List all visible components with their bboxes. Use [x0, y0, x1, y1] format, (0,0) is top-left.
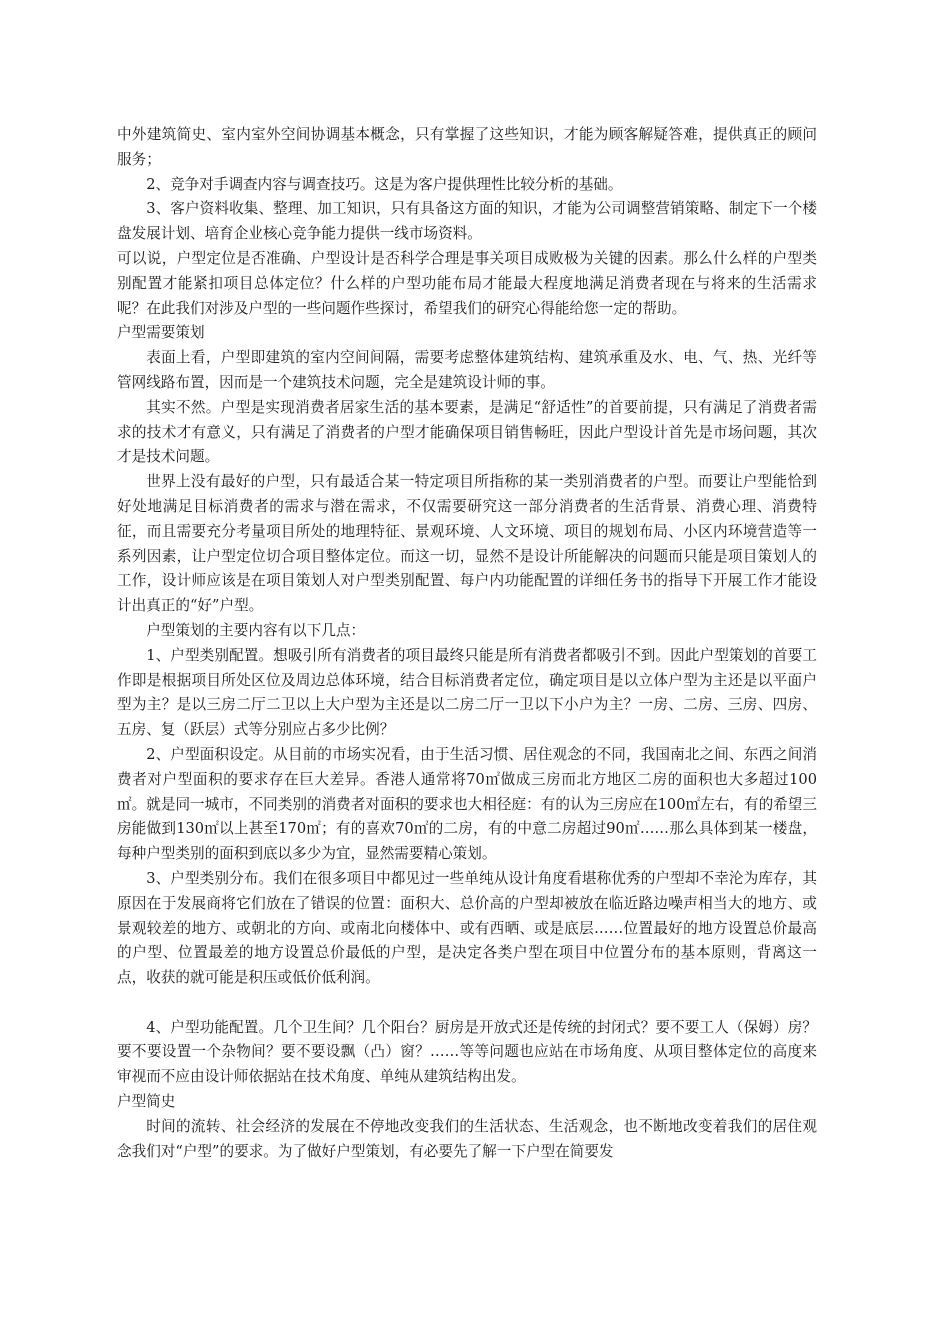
section-heading-history: 户型简史	[117, 1093, 176, 1111]
paragraph-type-distribution: 3、户型类别分布。我们在很多项目中都见过一些单纯从设计角度看堪称优秀的户型却不幸沦为库存，其原因在于发展商将它们放在了错误的位置：面积大、总价高的户型却被放在临近路边噪声相当大的地方、或景观较差的地方、或朝北的方向、或南北向楼体中、或有西晒、或是底层……位置最好的地方设置总价最高的户型、位置最差的地方设置总价最低的户型，是决定各类户型在项目中位置分布的基本原则，背离这一点，收获的就可能是积压或低价低利润。	[117, 869, 817, 987]
paragraph-customer-data: 3、客户资料收集、整理、加工知识，只有具备这方面的知识，才能为公司调整营销策略、制定下一个楼盘发展计划、培育企业核心竞争能力提供一线市场资料。	[117, 200, 817, 243]
paragraph-type-config: 1、户型类别配置。想吸引所有消费者的项目最终只能是所有消费者都吸引不到。因此户型策划的首要工作即是根据项目所处区位及周边总体环境，结合目标消费者定位，确定项目是以立体户型为主还是以平面户型为主？是以三房二厅二卫以上大户型为主还是以二房二厅一卫以下小户为主？一房、二房、三房、四房、五房、复（跃层）式等分别应占多少比例？	[117, 646, 817, 739]
paragraph-building-knowledge: 中外建筑简史、室内室外空间协调基本概念，只有掌握了这些知识，才能为顾客解疑答难，提供真正的顾问服务；	[117, 126, 817, 168]
section-heading-planning: 户型需要策划	[117, 324, 205, 342]
paragraph-market-issue: 其实不然。户型是实现消费者居家生活的基本要素，是满足“舒适性”的首要前提，只有满足了消费者需求的技术才有意义，只有满足了消费者的户型才能确保项目销售畅旺，因此户型设计首先是市场问题，其次才是技术问题。	[117, 398, 817, 466]
paragraph-best-fit: 世界上没有最好的户型，只有最适合某一特定项目所指称的某一类别消费者的户型。而要让户型能恰到好处地满足目标消费者的需求与潜在需求，不仅需要研究这一部分消费者的生活背景、消费心理、消费特征，而且需要充分考量项目所处的地理特征、景观环境、人文环境、项目的规划布局、小区内环境营造等一系列因素，让户型定位切合项目整体定位。而这一切，显然不是设计所能解决的问题而只能是项目策划人的工作，设计师应该是在项目策划人对户型类别配置、每户内功能配置的详细任务书的指导下开展工作才能设计出真正的“好”户型。	[117, 473, 817, 615]
paragraph-main-content: 户型策划的主要内容有以下几点：	[146, 621, 366, 639]
paragraph-intro: 可以说，户型定位是否准确、户型设计是否科学合理是事关项目成败极为关键的因素。那么什么样的户型类别配置才能紧扣项目总体定位？什么样的户型功能布局才能最大程度地满足消费者现在与将来的生活需求呢？在此我们对涉及户型的一些问题作些探讨，希望我们的研究心得能给您一定的帮助。	[117, 249, 817, 317]
paragraph-function-config: 4、户型功能配置。几个卫生间？几个阳台？厨房是开放式还是传统的封闭式？要不要工人（保姆）房？要不要设置一个杂物间？要不要设飘（凸）窗？……等等问题也应站在市场角度、从项目整体定位的高度来审视而不应由设计师依据站在技术角度、单纯从建筑结构出发。	[117, 1018, 817, 1086]
paragraph-area-setting: 2、户型面积设定。从目前的市场实况看，由于生活习惯、居住观念的不同，我国南北之间、东西之间消费者对户型面积的要求存在巨大差异。香港人通常将70㎡做成三房而北方地区二房的面积也大多超过100㎡。就是同一城市，不同类别的消费者对面积的要求也大相径庭：有的认为三房应在100㎡左右，有的希望三房能做到130㎡以上甚至170㎡；有的喜欢70㎡的二房，有的中意二房超过90㎡……那么具体到某一楼盘，每种户型类别的面积到底以多少为宜，显然需要精心策划。	[117, 745, 817, 863]
document-page	[117, 123, 817, 1164]
paragraph-surface: 表面上看，户型即建筑的室内空间间隔，需要考虑整体建筑结构、建筑承重及水、电、气、热、光纤等管网线路布置，因而是一个建筑技术问题，完全是建筑设计师的事。	[117, 349, 817, 391]
paragraph-history: 时间的流转、社会经济的发展在不停地改变我们的生活状态、生活观念，也不断地改变着我们的居住观念我们对“户型”的要求。为了做好户型策划，有必要先了解一下户型在简要发	[117, 1117, 817, 1160]
paragraph-competitor-survey: 2、竞争对手调查内容与调查技巧。这是为客户提供理性比较分析的基础。	[146, 175, 623, 193]
paragraph-gap	[117, 991, 817, 1016]
